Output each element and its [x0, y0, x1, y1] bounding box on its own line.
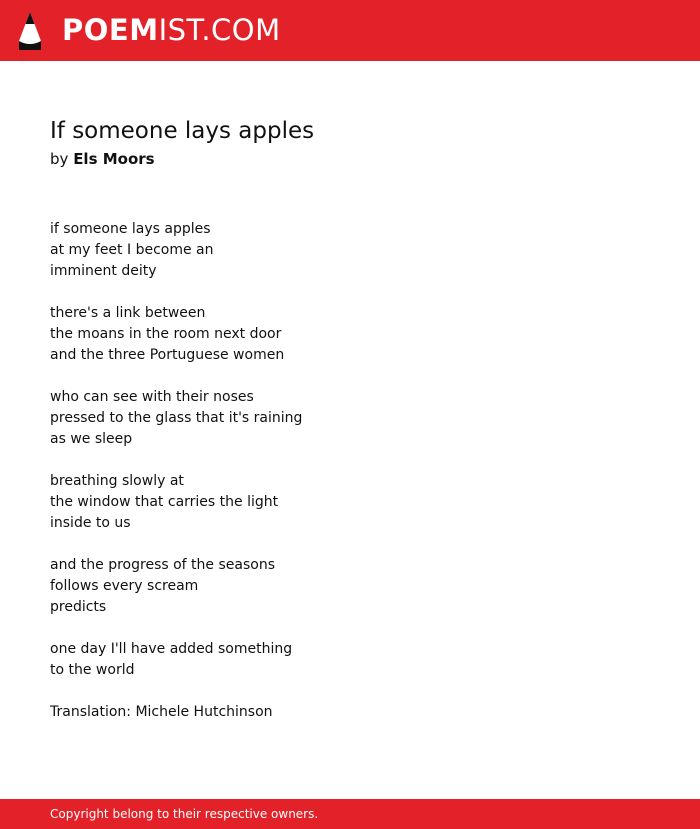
poem-line: imminent deity — [50, 263, 157, 279]
poem-title: If someone lays apples — [50, 118, 315, 144]
poem-line: as we sleep — [50, 431, 133, 447]
poem-body — [50, 219, 650, 723]
poem-stanza — [50, 303, 650, 366]
poem-line: there's a link between — [50, 305, 206, 321]
copyright-text: Copyright belong to their respective owners. — [50, 807, 319, 821]
pencil-tip-icon[interactable] — [18, 11, 42, 51]
poem-byline — [50, 149, 155, 169]
poem-line: the window that carries the light — [50, 494, 279, 510]
poem-stanza — [50, 387, 650, 450]
poem-line: who can see with their noses — [50, 389, 254, 405]
poem-line: to the world — [50, 662, 135, 678]
site-header — [0, 0, 700, 61]
poem-line: at my feet I become an — [50, 242, 214, 258]
author-name: Els Moors — [73, 150, 155, 168]
poem-stanza — [50, 555, 650, 618]
poem-line: the moans in the room next door — [50, 326, 282, 342]
logo-text-bold: POEM — [62, 13, 159, 47]
site-footer — [0, 799, 700, 829]
site-logo[interactable] — [62, 13, 281, 47]
poem-line: and the three Portuguese women — [50, 347, 285, 363]
poem-line: if someone lays apples — [50, 221, 211, 237]
poem-line: follows every scream — [50, 578, 199, 594]
poem-line: inside to us — [50, 515, 131, 531]
logo-text-light: IST.COM — [158, 13, 281, 47]
poem-stanza — [50, 471, 650, 534]
poem-line: one day I'll have added something — [50, 641, 293, 657]
poem-stanza — [50, 219, 650, 282]
poem-line: and the progress of the seasons — [50, 557, 275, 573]
poem-line: predicts — [50, 599, 107, 615]
poem-line: breathing slowly at — [50, 473, 184, 489]
translation-credit: Translation: Michele Hutchinson — [50, 704, 273, 720]
poem-line: pressed to the glass that it's raining — [50, 410, 303, 426]
by-label: by — [50, 150, 69, 168]
poem-stanza — [50, 639, 650, 681]
